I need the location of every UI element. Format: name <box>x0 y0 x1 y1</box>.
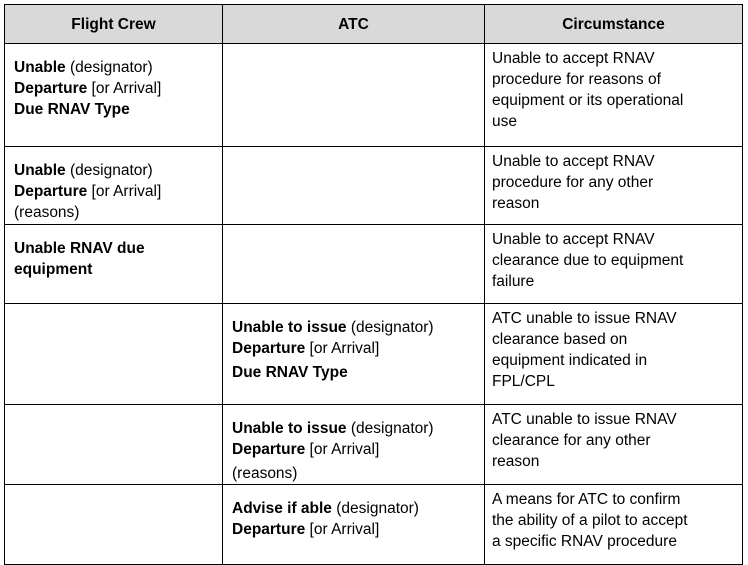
phrase-line <box>14 259 214 280</box>
circumstance-line: a specific RNAV procedure <box>492 533 677 550</box>
circumstance-line: the ability of a pilot to accept <box>492 512 688 529</box>
phrase-keyword: Departure <box>232 340 306 357</box>
cell-circumstance <box>485 147 743 225</box>
table-row <box>5 225 743 304</box>
table-row <box>5 485 743 565</box>
circumstance-line: clearance for any other <box>492 432 651 449</box>
cell-atc <box>223 405 485 485</box>
phrase-keyword: Departure <box>14 80 88 97</box>
cell-circumstance <box>485 44 743 147</box>
phrase-line <box>14 99 214 120</box>
phrase-line <box>232 463 476 484</box>
phrase-line <box>14 57 214 78</box>
cell-circumstance <box>485 405 743 485</box>
header-row <box>5 5 743 44</box>
cell-flight-crew <box>5 225 223 304</box>
cell-atc <box>223 44 485 147</box>
circumstance-line: use <box>492 113 517 130</box>
table-row <box>5 147 743 225</box>
phrase-keyword: Departure <box>14 183 88 200</box>
phrase-text: (reasons) <box>14 204 80 221</box>
phrase-keyword: Unable to issue <box>232 319 347 336</box>
cell-atc <box>223 147 485 225</box>
phrase-keyword: Departure <box>232 441 306 458</box>
phrase-line <box>232 317 476 338</box>
header-flight-crew: Flight Crew <box>5 5 223 44</box>
circumstance-line: clearance based on <box>492 331 628 348</box>
circumstance-line: reason <box>492 453 540 470</box>
phrase-keyword: equipment <box>14 261 93 278</box>
cell-flight-crew <box>5 147 223 225</box>
phrase-text: (designator) <box>346 319 434 336</box>
phrase-text: [or Arrival] <box>305 441 380 458</box>
cell-atc <box>223 304 485 405</box>
phrase-keyword: Advise if able <box>232 500 332 517</box>
phrase-line <box>14 238 214 259</box>
phrase-line <box>14 181 214 202</box>
phrase-text: (reasons) <box>232 465 298 482</box>
phrase-keyword: Due RNAV Type <box>14 101 130 118</box>
cell-flight-crew <box>5 44 223 147</box>
phrase-line <box>232 338 476 359</box>
cell-flight-crew <box>5 405 223 485</box>
circumstance-line: A means for ATC to confirm <box>492 491 681 508</box>
table-row <box>5 304 743 405</box>
circumstance-line: reason <box>492 195 540 212</box>
cell-atc <box>223 225 485 304</box>
phrase-keyword: Departure <box>232 521 306 538</box>
phrase-text: [or Arrival] <box>305 340 380 357</box>
phrase-line <box>14 160 214 181</box>
phrase-text: (designator) <box>65 162 153 179</box>
circumstance-line: equipment or its operational <box>492 92 684 109</box>
phrase-keyword: Unable RNAV due <box>14 240 145 257</box>
cell-circumstance <box>485 225 743 304</box>
phrase-line <box>232 362 476 383</box>
phraseology-table <box>4 4 743 565</box>
circumstance-line: FPL/CPL <box>492 373 555 390</box>
circumstance-line: procedure for reasons of <box>492 71 661 88</box>
circumstance-line: procedure for any other <box>492 174 654 191</box>
cell-flight-crew <box>5 485 223 565</box>
circumstance-line: Unable to accept RNAV <box>492 153 655 170</box>
phrase-line <box>232 498 476 519</box>
phrase-keyword: Unable <box>14 59 66 76</box>
header-atc: ATC <box>223 5 485 44</box>
phrase-keyword: Unable <box>14 162 66 179</box>
circumstance-line: Unable to accept RNAV <box>492 50 655 67</box>
circumstance-line: clearance due to equipment <box>492 252 684 269</box>
circumstance-line: ATC unable to issue RNAV <box>492 411 677 428</box>
table-row <box>5 44 743 147</box>
phrase-line <box>14 202 214 223</box>
circumstance-line: ATC unable to issue RNAV <box>492 310 677 327</box>
phrase-text: [or Arrival] <box>87 80 162 97</box>
circumstance-line: Unable to accept RNAV <box>492 231 655 248</box>
cell-flight-crew <box>5 304 223 405</box>
table-row <box>5 405 743 485</box>
phrase-line <box>232 418 476 439</box>
phrase-text: (designator) <box>65 59 153 76</box>
circumstance-line: failure <box>492 273 535 290</box>
phrase-line <box>232 439 476 460</box>
phrase-text: [or Arrival] <box>305 521 380 538</box>
phrase-text: (designator) <box>346 420 434 437</box>
header-circumstance: Circumstance <box>485 5 743 44</box>
phrase-line <box>232 519 476 540</box>
cell-circumstance <box>485 304 743 405</box>
cell-circumstance <box>485 485 743 565</box>
circumstance-line: equipment indicated in <box>492 352 648 369</box>
phrase-keyword: Unable to issue <box>232 420 347 437</box>
cell-atc <box>223 485 485 565</box>
phrase-keyword: Due RNAV Type <box>232 364 348 381</box>
phrase-text: (designator) <box>331 500 419 517</box>
phrase-line <box>14 78 214 99</box>
phrase-text: [or Arrival] <box>87 183 162 200</box>
